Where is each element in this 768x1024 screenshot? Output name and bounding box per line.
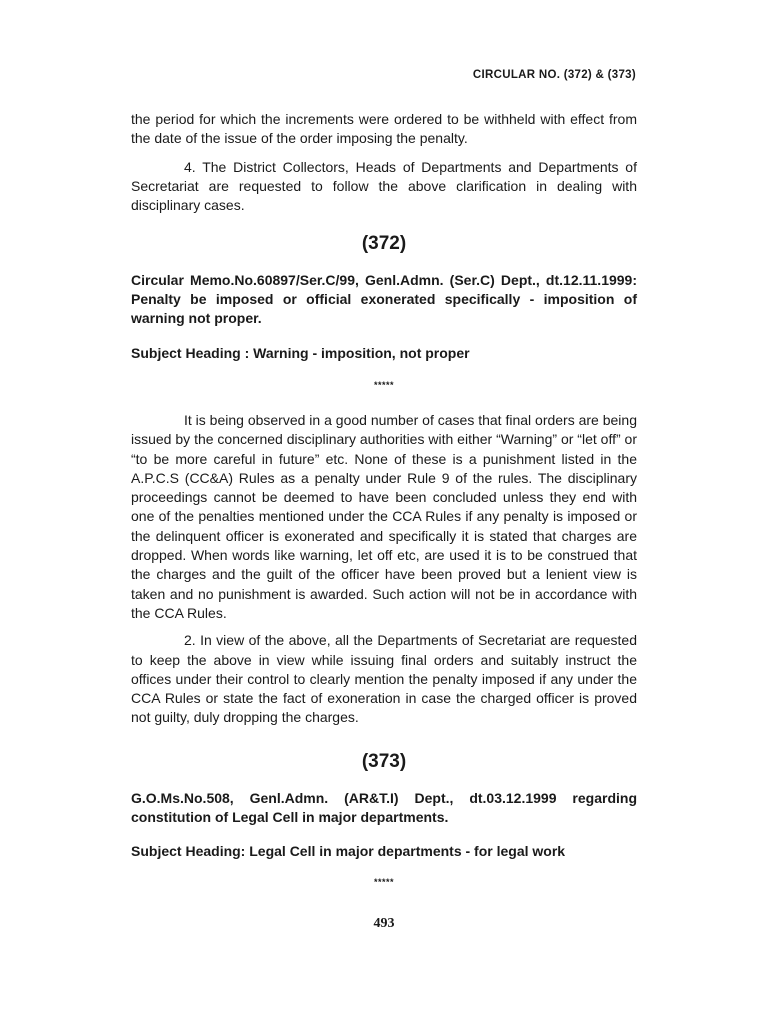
page-header: CIRCULAR NO. (372) & (373) (472, 69, 636, 81)
circular-372-body (131, 411, 637, 728)
circular-373-title: G.O.Ms.No.508, Genl.Admn. (AR&T.I) Dept., dt.03.12.1999 regarding constitution of Legal Cell in major departments. (131, 790, 637, 825)
circular-373-separator: ***** (373, 877, 394, 887)
intro-paragraph-1: the period for which the increments were ordered to be withheld with effect from the date of the issue of the order imposing the penalty. (131, 111, 637, 147)
circular-373-number: (373) (361, 751, 407, 772)
intro-paragraph-2: 4. The District Collectors, Heads of Departments and Departments of Secretariat are requested to follow the above clarification in dealing with disciplinary cases. (131, 158, 637, 214)
circular-372-paragraph-2: 2. In view of the above, all the Departments of Secretariat are requested to keep the above in view while issuing final orders and suitably instruct the offices under their control to clearly mention the penalty imposed if any under the CCA Rules or state the fact of exoneration in case the charged officer is proved not guilty, duly dropping the charges. (131, 632, 637, 726)
page-number: 493 (373, 916, 395, 931)
intro-section (131, 110, 637, 215)
circular-373-subject: Subject Heading: Legal Cell in major departments - for legal work (131, 843, 566, 859)
circular-372-separator: ***** (373, 380, 394, 390)
circular-372-number: (372) (361, 233, 407, 254)
circular-372-paragraph-1: It is being observed in a good number of cases that final orders are being issued by the concerned disciplinary authorities with either “Warning” or “let off” or “to be more careful in future” etc. None of these is a punishment listed in the A.P.C.S (CC&A) Rules as a penalty under Rule 9 of the rules. The disciplinary proceedings cannot be deemed to have been concluded unless they end with one of the penalties mentioned under the CCA Rules if any penalty is imposed or the delinquent officer is exonerated and specifically it is stated that charges are dropped. When words like warning, let off etc, are used it is to be construed that the charges and the guilt of the officer have been proved but a lenient view is taken and no punishment is awarded. Such action will not be in accordance with the CCA Rules. (131, 412, 637, 621)
circular-372-title: Circular Memo.No.60897/Ser.C/99, Genl.Admn. (Ser.C) Dept., dt.12.11.1999: Penalty be imposed or official exonerated specifically - imposition of warning not proper. (131, 272, 637, 326)
circular-372-subject: Subject Heading : Warning - imposition, not proper (131, 345, 470, 361)
